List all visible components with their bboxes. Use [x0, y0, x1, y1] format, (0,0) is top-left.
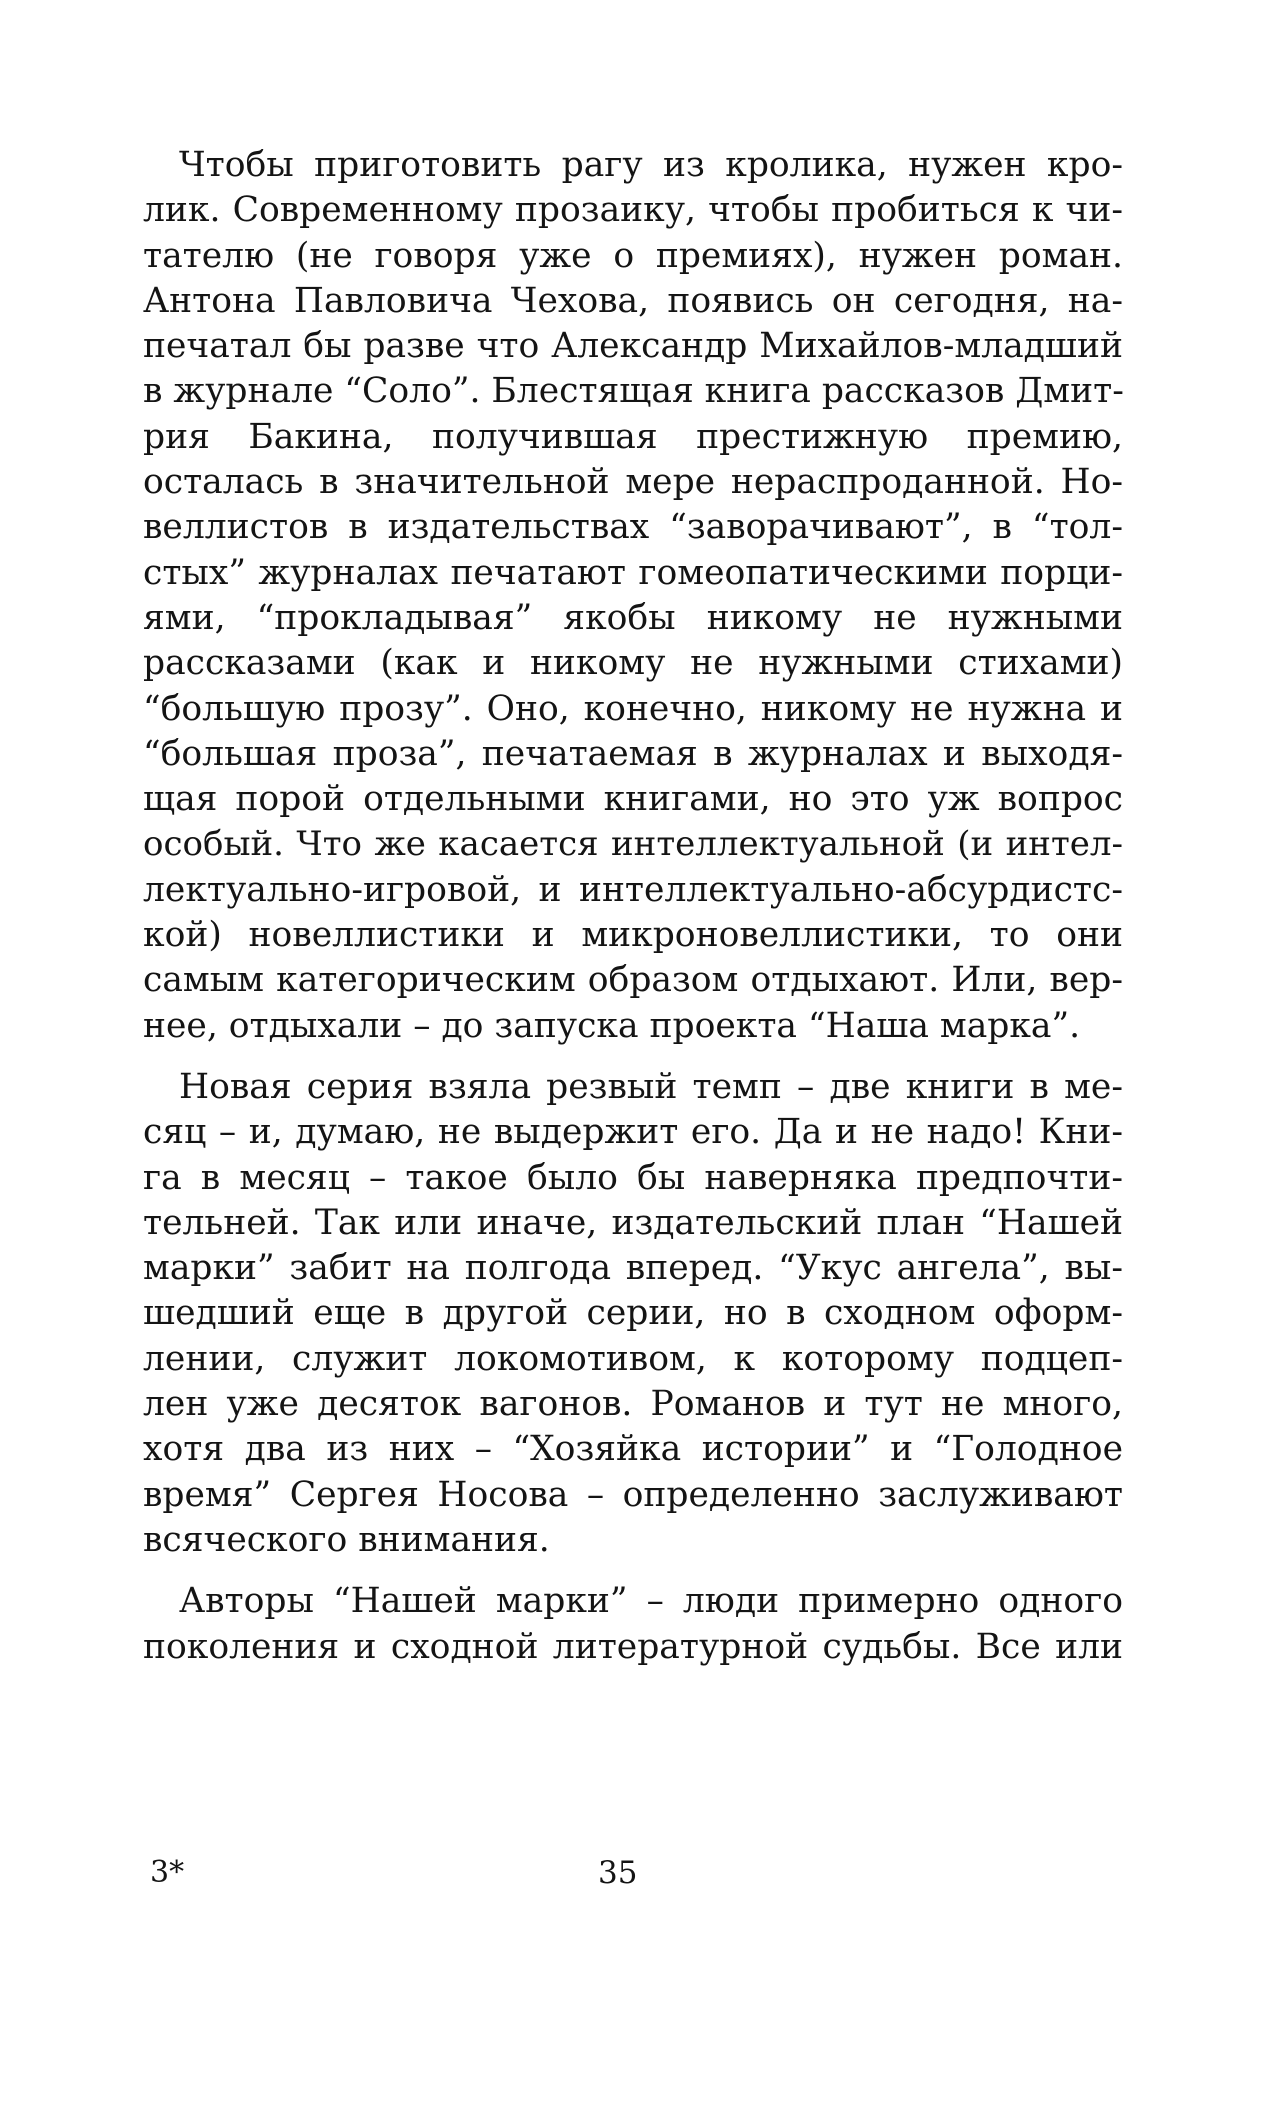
text-line: марки” забит на полгода вперед. “Укус ангела”, вы- — [143, 1248, 1123, 1289]
signature-mark: 3* — [150, 1855, 185, 1890]
text-line: печатал бы разве что Александр Михайлов-младший — [143, 326, 1123, 367]
text-line: лен уже десяток вагонов. Романов и тут не много, — [143, 1384, 1123, 1425]
text-line: тельней. Так или иначе, издательский план “Нашей — [143, 1202, 1123, 1243]
paragraph-3 — [143, 1579, 1123, 1670]
text-line: лектуально-игровой, и интеллектуально-абсурдистс- — [143, 869, 1123, 910]
text-line: ями, “прокладывая” якобы никому не нужными — [143, 597, 1123, 638]
text-line: Антона Павловича Чехова, появись он сегодня, на- — [143, 280, 1123, 321]
text-line: “большую прозу”. Оно, конечно, никому не нужна и — [143, 688, 1123, 729]
text-line: нее, отдыхали – до запуска проекта “Наша марка”. — [143, 1005, 1081, 1046]
text-line: щая порой отдельными книгами, но это уж вопрос — [143, 779, 1123, 820]
body-text — [143, 143, 1123, 1670]
paragraph-gap — [143, 1563, 1123, 1579]
text-line: поколения и сходной литературной судьбы. Все или — [143, 1626, 1123, 1667]
text-line: шедший еще в другой серии, но в сходном оформ- — [143, 1293, 1123, 1334]
paragraph-2 — [143, 1065, 1123, 1563]
text-line: всяческого внимания. — [143, 1519, 550, 1560]
text-line: сяц – и, думаю, не выдержит его. Да и не надо! Кни- — [143, 1112, 1123, 1153]
text-line: осталась в значительной мере нераспроданной. Но- — [143, 462, 1123, 503]
text-line: стых” журналах печатают гомеопатическими порци- — [143, 552, 1123, 593]
text-line: Новая серия взяла резвый темп – две книги в ме- — [179, 1066, 1123, 1107]
text-line: хотя два из них – “Хозяйка истории” и “Голодное — [143, 1429, 1123, 1470]
page-number: 35 — [598, 1855, 638, 1891]
text-line: лик. Современному прозаику, чтобы пробиться к чи- — [143, 190, 1123, 231]
text-line: рассказами (как и никому не нужными стихами) — [143, 643, 1123, 684]
text-line: “большая проза”, печатаемая в журналах и выходя- — [143, 733, 1123, 774]
paragraph-gap — [143, 1049, 1123, 1065]
text-line: тателю (не говоря уже о премиях), нужен роман. — [143, 235, 1123, 276]
paragraph-1 — [143, 143, 1123, 1049]
text-line: в журнале “Соло”. Блестящая книга рассказов Дмит- — [143, 371, 1124, 412]
text-line: время” Сергея Носова – определенно заслуживают — [143, 1474, 1123, 1515]
text-line: кой) новеллистики и микроновеллистики, то они — [143, 915, 1123, 956]
text-line: веллистов в издательствах “заворачивают”, в “тол- — [143, 507, 1123, 548]
text-line: особый. Что же касается интеллектуальной (и интел- — [143, 824, 1123, 865]
text-line: самым категорическим образом отдыхают. Или, вер- — [143, 960, 1123, 1001]
text-line: га в месяц – такое было бы наверняка предпочти- — [143, 1157, 1123, 1198]
text-line: рия Бакина, получившая престижную премию, — [143, 416, 1123, 457]
text-line: лении, служит локомотивом, к которому подцеп- — [143, 1338, 1123, 1379]
text-line: Авторы “Нашей марки” – люди примерно одного — [179, 1581, 1123, 1622]
text-line: Чтобы приготовить рагу из кролика, нужен кро- — [179, 145, 1123, 185]
